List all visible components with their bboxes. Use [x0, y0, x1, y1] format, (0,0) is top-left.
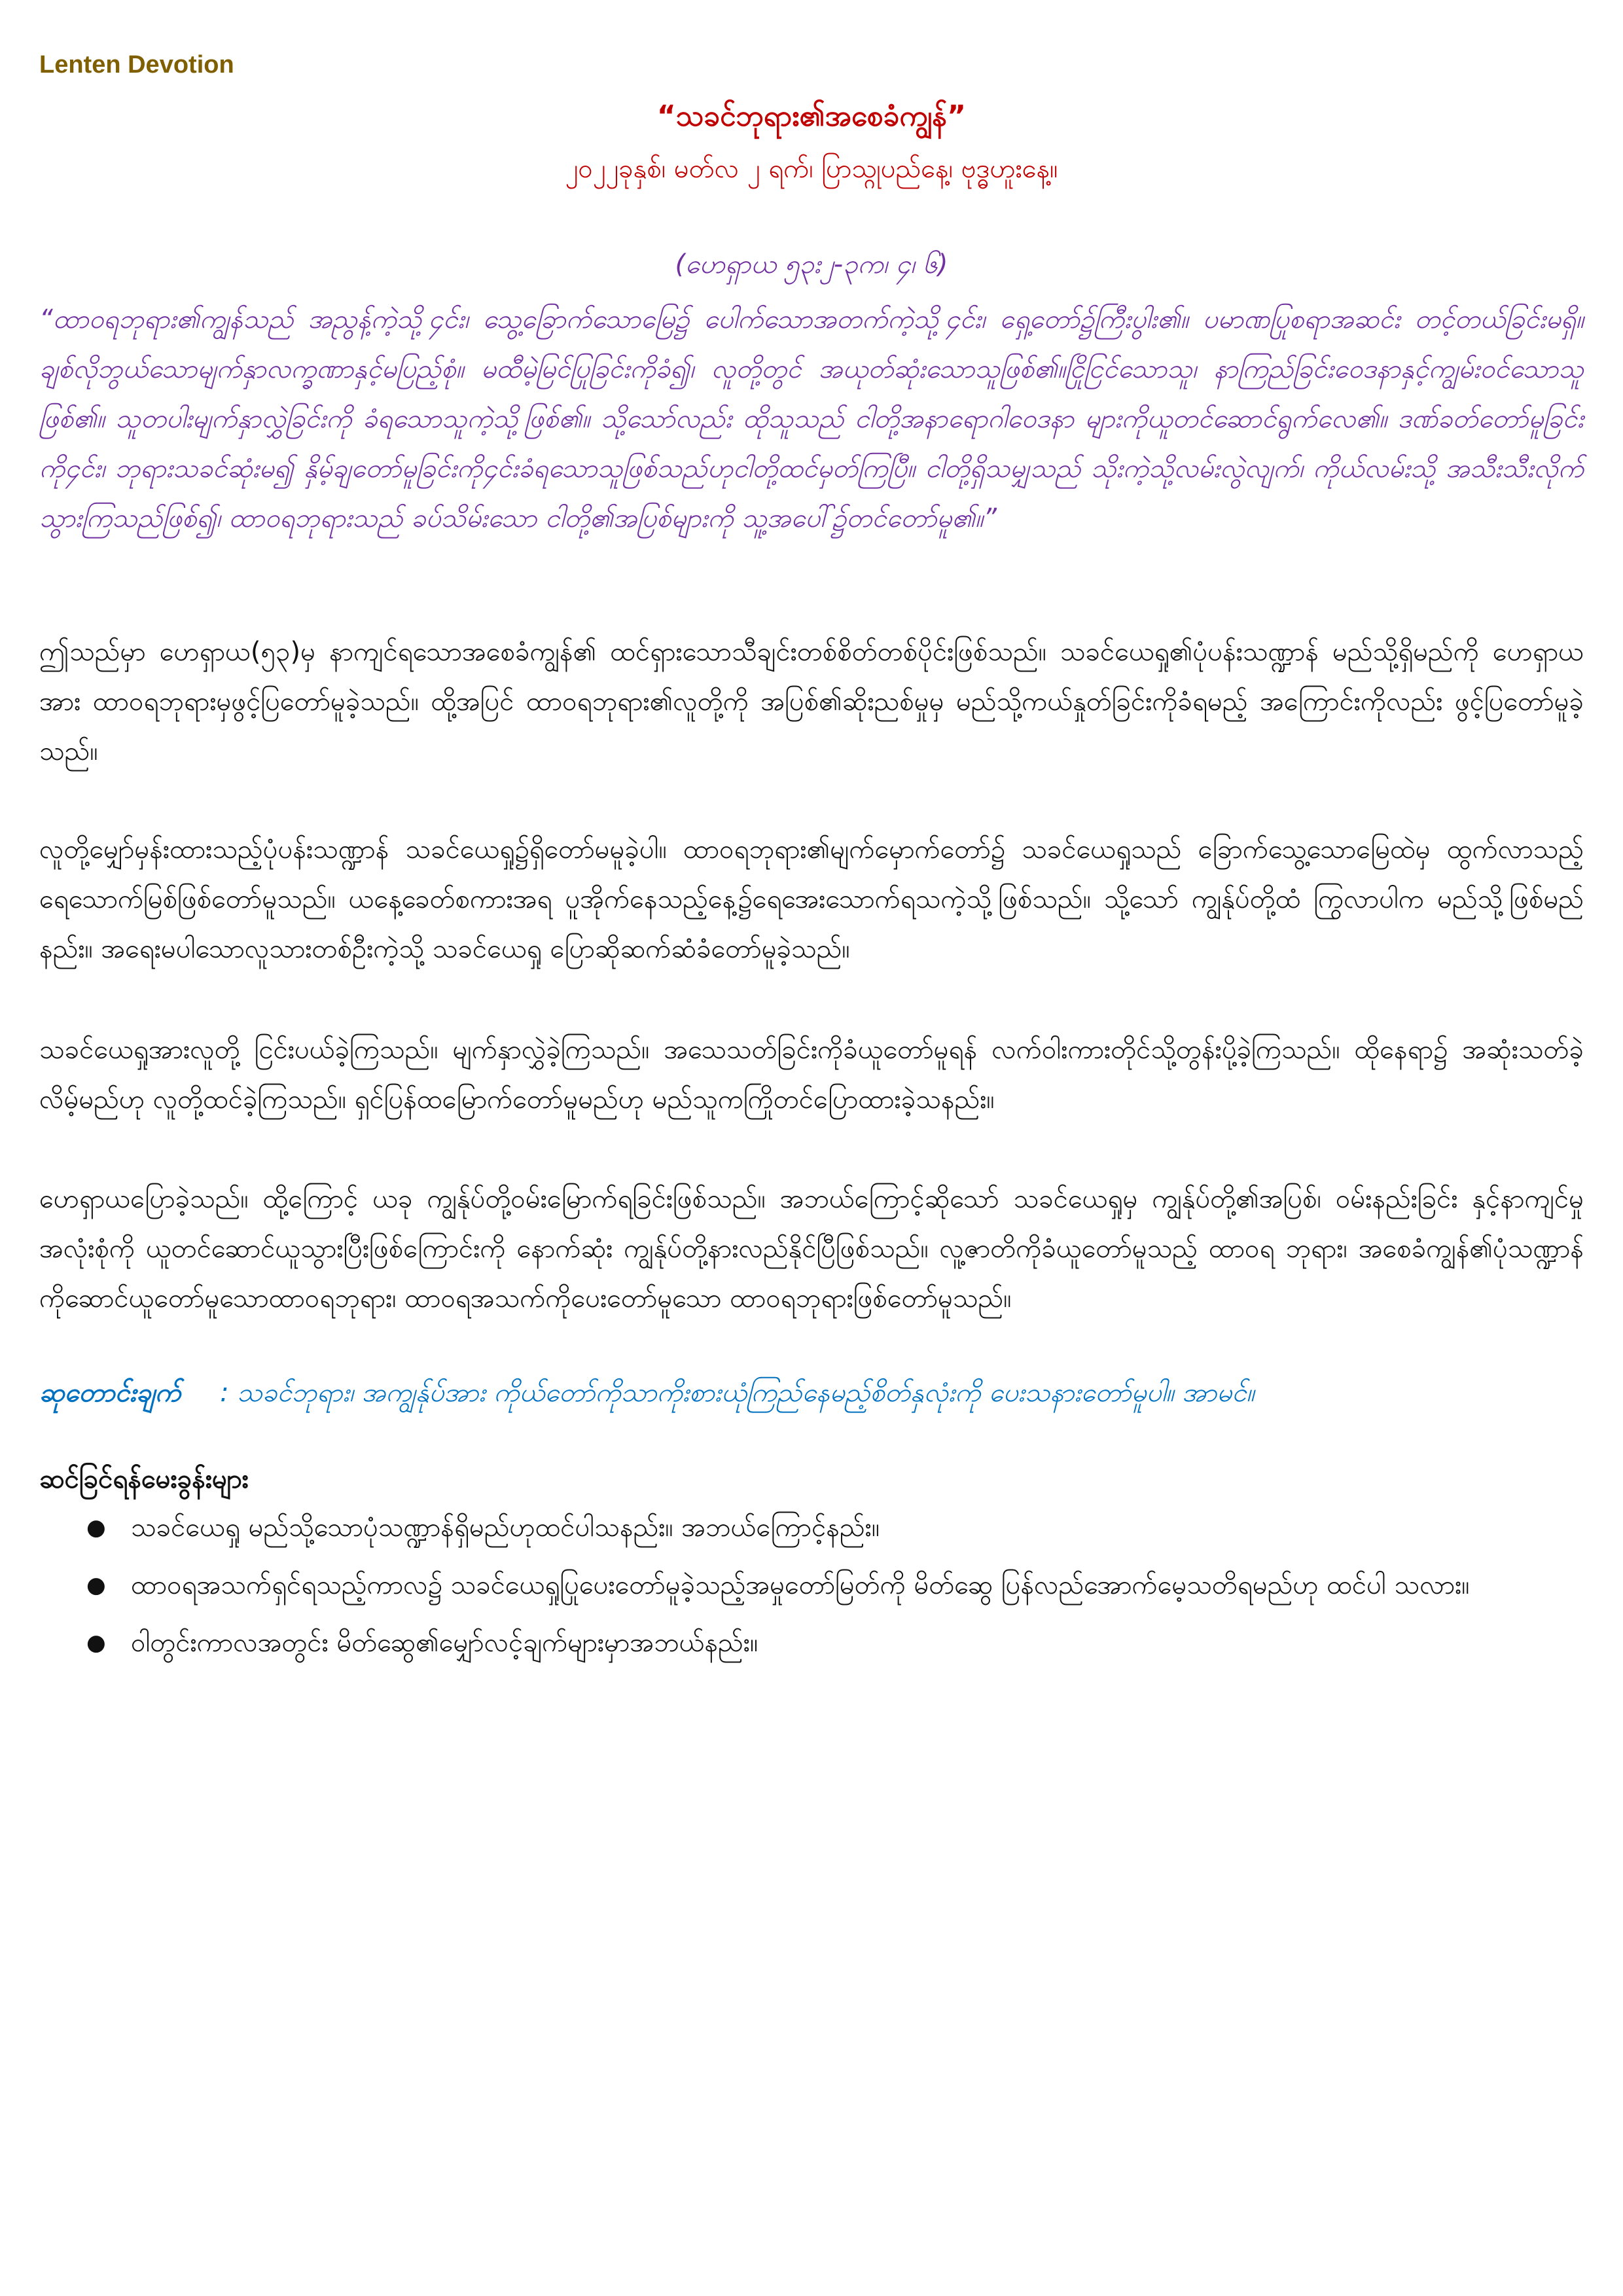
devotion-title: “သခင်ဘုရား၏အစေခံကျွန်”: [656, 99, 967, 133]
body-paragraph-3: သခင်ယေရှုအားလူတို့ ငြင်းပယ်ခဲ့ကြသည်။ မျက်နှာလွှဲခဲ့ကြသည်။ အသေသတ်ခြင်းကိုခံယူတော်မူရန် လက်ဝါးကားတိုင်သို့တွန်းပို့ခဲ့ကြသည်။ ထိုနေရာ၌ အဆုံးသတ်ခဲ့လိမ့်မည်ဟု လူတို့ထင်ခဲ့ကြသည်။ ရှင်ပြန်ထမြောက်တော်မူမည်ဟု မည်သူကကြိုတင်ပြောထားခဲ့သနည်း။: [39, 1035, 1584, 1115]
prayer-label: ဆုတောင်းချက်: [39, 1378, 181, 1408]
devotion-date: ၂၀၂၂ခုနှစ်၊ မတ်လ ၂ ရက်၊ ပြာသ္ဂုပည်နေ့၊ ဗုဒ္ဓဟူးနေ့။: [565, 154, 1058, 184]
scripture-quote: “ထာဝရဘုရား၏ကျွန်သည် အညွန့်ကဲ့သို့၄င်း၊ သွေ့ခြောက်သောမြေ၌ ပေါက်သောအတက်ကဲ့သို့၄င်း၊ ရှေ့တော်၌ကြီးပွါး၏။ ပမာဏပြုစရာအဆင်း တင့်တယ်ခြင်းမရှိ။ ချစ်လိုဘွယ်သောမျက်နှာလက္ခဏာနှင့်မပြည့်စုံ။ မထီမဲ့မြင်ပြုခြင်းကိုခံ၍၊ လူတို့တွင် အယုတ်ဆုံးသောသူဖြစ်၏။ငြိုငြင်သောသူ၊ နာကြည်ခြင်းဝေဒနာနှင့်ကျွမ်းဝင်သောသူဖြစ်၏။ သူတပါးမျက်နှာလွှဲခြင်းကို ခံရသောသူကဲ့သို့ဖြစ်၏။ သို့သော်လည်း ထိုသူသည် ငါတို့အနာရောဂါဝေဒနာ များကိုယူတင်ဆောင်ရွက်လေ၏။ ဒဏ်ခတ်တော်မူခြင်းကို၄င်း၊ ဘုရားသခင်ဆုံးမ၍ နှိမ့်ချတော်မူခြင်းကို၄င်းခံရသောသူဖြစ်သည်ဟုငါတို့ထင်မှတ်ကြပြီ။ ငါတို့ရှိသမျှသည် သိုးကဲ့သို့လမ်းလွဲလျက်၊ ကိုယ်လမ်းသို့ အသီးသီးလိုက်သွားကြသည်ဖြစ်၍၊ ထာဝရဘုရားသည် ခပ်သိမ်းသော ငါတို့၏အပြစ်များကို သူ့အပေါ်၌တင်တော်မူ၏။”: [39, 304, 1584, 533]
list-item: [39, 1618, 1584, 1668]
question-text-1: သခင်ယေရှု မည်သို့သောပုံသဏ္ဍာန်ရှိမည်ဟုထင်ပါသနည်း။ အဘယ်ကြောင့်နည်း။: [131, 1513, 880, 1543]
bullet-icon: ●: [86, 1572, 106, 1598]
question-text-2: ထာဝရအသက်ရှင်ရသည့်ကာလ၌ သခင်ယေရှုပြုပေးတော်မူခဲ့သည့်အမှုတော်မြတ်ကို မိတ်ဆွေ ပြန်လည်အောက်မေ့သတိရမည်ဟု ထင်ပါ သလား။: [131, 1570, 1470, 1600]
header-label: Lenten Devotion: [39, 51, 234, 79]
bullet-icon: ●: [86, 1630, 106, 1656]
prayer-text: : သခင်ဘုရား၊ အကျွန်ုပ်အား ကိုယ်တော်ကိုသာကိုးစားယုံကြည်နေမည့်စိတ်နှလုံးကို ပေးသနားတော်မူပါ။ အာမင်။: [220, 1378, 1255, 1408]
body-paragraph-4: ဟေရှာယပြောခဲ့သည်။ ထို့ကြောင့် ယခု ကျွန်ုပ်တို့ဝမ်းမြောက်ရခြင်းဖြစ်သည်။ အဘယ်ကြောင့်ဆိုသော် သခင်ယေရှုမှ ကျွန်ုပ်တို့၏အပြစ်၊ ဝမ်းနည်းခြင်း နှင့်နာကျင်မှုအလုံးစုံကို ယူတင်ဆောင်ယူသွားပြီးဖြစ်ကြောင်းကို နောက်ဆုံး ကျွန်ုပ်တို့နားလည်နိုင်ပြီဖြစ်သည်။ လူ့ဇာတိကိုခံယူတော်မူသည့် ထာဝရ ဘုရား၊ အစေခံကျွန်၏ပုံသဏ္ဍာန်ကိုဆောင်ယူတော်မူသောထာဝရဘုရား၊ ထာဝရအသက်ကိုပေးတော်မူသော ထာဝရဘုရားဖြစ်တော်မူသည်။: [39, 1184, 1584, 1314]
body-paragraph-1: ဤသည်မှာ ဟေရှာယ(၅၃)မှ နာကျင်ရသောအစေခံကျွန်၏ ထင်ရှားသောသီချင်းတစ်စိတ်တစ်ပိုင်းဖြစ်သည်။ သခင်ယေရှု၏ပုံပန်းသဏ္ဍာန် မည်သို့ရှိမည်ကို ဟေရှာယအား ထာဝရဘုရားမှဖွင့်ပြတော်မူခဲ့သည်။ ထို့အပြင် ထာဝရဘုရား၏လူတို့ကို အပြစ်၏ဆိုးညစ်မှုမှ မည်သို့ကယ်နှုတ်ခြင်းကိုခံရမည့် အကြောင်းကိုလည်း ဖွင့်ပြတော်မူခဲ့သည်။: [39, 637, 1584, 766]
list-item: [39, 1560, 1584, 1610]
question-text-3: ဝါတွင်းကာလအတွင်း မိတ်ဆွေ၏မျှော်လင့်ချက်များမှာအဘယ်နည်း။: [131, 1628, 758, 1658]
list-item: [39, 1503, 1584, 1552]
body-paragraph-2: လူတို့မျှော်မှန်းထားသည့်ပုံပန်းသဏ္ဍာန် သခင်ယေရှု၌ရှိတော်မမူခဲ့ပါ။ ထာဝရဘုရား၏မျက်မှောက်တော်၌ သခင်ယေရှုသည် ခြောက်သွေ့သောမြေထဲမှ ထွက်လာသည့်ရေသောက်မြစ်ဖြစ်တော်မူသည်။ ယနေ့ခေတ်စကားအရ ပူအိုက်နေသည့်နေ့၌ရေအေးသောက်ရသကဲ့သို့ဖြစ်သည်။ သို့သော် ကျွန်ုပ်တို့ထံ ကြွလာပါက မည်သို့ဖြစ်မည်နည်း။ အရေးမပါသောလူသားတစ်ဦးကဲ့သို့ သခင်ယေရှု ပြောဆိုဆက်ဆံခံတော်မူခဲ့သည်။: [39, 834, 1584, 964]
bullet-icon: ●: [86, 1515, 106, 1541]
questions-list: [39, 1503, 1584, 1676]
prayer-block: [39, 1368, 1584, 1418]
scripture-reference: (ဟေရှာယ ၅၃း၂-၃က၊ ၄၊ ၆): [675, 249, 948, 279]
questions-heading: ဆင်ခြင်ရန်မေးခွန်းများ: [39, 1464, 249, 1494]
